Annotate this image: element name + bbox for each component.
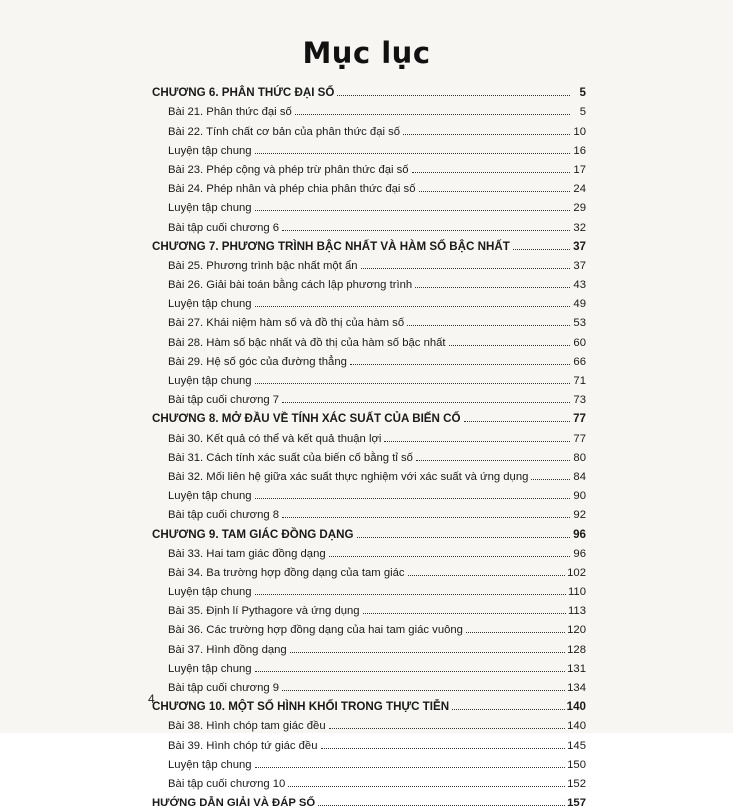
- toc-entry-label: Bài 25. Phương trình bậc nhất một ẩn: [168, 259, 358, 272]
- toc-lesson-row: [152, 214, 586, 233]
- toc-lesson-row: [152, 617, 586, 636]
- toc-entry-page: 110: [567, 586, 586, 599]
- toc-entry-label: Luyện tập chung: [168, 586, 252, 599]
- toc-lesson-row: [152, 157, 586, 176]
- dot-leader: [282, 516, 570, 518]
- toc-entry-page: 5: [579, 106, 586, 119]
- dot-leader: [282, 401, 570, 403]
- toc-lesson-row: [152, 291, 586, 310]
- toc-entry-label: Bài 23. Phép cộng và phép trừ phân thức đại số: [168, 163, 409, 176]
- toc-entry-label: CHƯƠNG 8. MỞ ĐẦU VỀ TÍNH XÁC SUẤT CỦA BIẾN CỐ: [152, 412, 461, 426]
- toc-entry-label: Bài 22. Tính chất cơ bản của phân thức đại số: [168, 125, 401, 138]
- dot-leader: [288, 785, 565, 787]
- toc-entry-page: 60: [573, 336, 586, 349]
- dot-leader: [255, 382, 570, 384]
- dot-leader: [412, 171, 570, 173]
- toc-entry-label: Bài 26. Giải bài toán bằng cách lập phương trình: [168, 279, 413, 292]
- toc-entry-label: Bài tập cuối chương 6: [168, 221, 280, 234]
- dot-leader: [415, 286, 570, 288]
- page-title: Mục lục: [302, 36, 431, 70]
- toc-entry-label: Luyện tập chung: [168, 298, 252, 311]
- toc-entry-label: Bài tập cuối chương 8: [168, 509, 280, 522]
- toc-entry-label: Bài 27. Khái niệm hàm số và đồ thị của hàm số: [168, 317, 405, 330]
- toc-entry-label: Luyện tập chung: [168, 375, 252, 387]
- toc-entry-page: 152: [567, 777, 586, 790]
- dot-leader: [255, 766, 566, 768]
- toc-final-row: [152, 790, 586, 809]
- toc-lesson-row: [152, 99, 586, 118]
- dot-leader: [384, 440, 570, 442]
- dot-leader: [321, 747, 566, 749]
- toc-lesson-row: [152, 771, 586, 790]
- dot-leader: [531, 478, 570, 480]
- toc-entry-page: 113: [567, 605, 586, 618]
- dot-leader: [452, 708, 565, 710]
- toc-entry-label: Bài tập cuối chương 10: [168, 777, 286, 790]
- toc-entry-page: 145: [567, 739, 586, 752]
- toc-entry-label: Bài 28. Hàm số bậc nhất và đồ thị của hàm số bậc nhất: [168, 336, 446, 349]
- dot-leader: [464, 420, 570, 422]
- dot-leader: [255, 209, 570, 211]
- toc-entry-page: 66: [573, 355, 586, 368]
- toc-entry-label: Luyện tập chung: [168, 144, 252, 157]
- toc-lesson-row: [152, 675, 586, 694]
- dot-leader: [329, 727, 566, 729]
- toc-entry-label: Luyện tập chung: [168, 202, 252, 215]
- toc-entry-page: 134: [567, 682, 586, 694]
- toc-entry-page: 84: [573, 470, 586, 483]
- toc-entry-label: Bài 33. Hai tam giác đồng dạng: [168, 547, 326, 560]
- dot-leader: [255, 497, 570, 499]
- toc-entry-page: 96: [573, 547, 586, 560]
- toc-lesson-row: [152, 138, 586, 157]
- dot-leader: [513, 248, 570, 250]
- dot-leader: [361, 267, 570, 269]
- toc-entry-label: Bài 24. Phép nhân và phép chia phân thức đại số: [168, 183, 416, 196]
- toc-entry-label: CHƯƠNG 10. MỘT SỐ HÌNH KHỐI TRONG THỰC TIỄN: [152, 700, 450, 714]
- dot-leader: [357, 536, 570, 538]
- toc-entry-page: 10: [573, 125, 586, 138]
- toc-lesson-row: [152, 713, 586, 732]
- dot-leader: [350, 363, 570, 365]
- toc-entry-label: Luyện tập chung: [168, 758, 252, 771]
- table-of-contents: [152, 80, 586, 809]
- toc-entry-page: 80: [573, 451, 586, 464]
- toc-entry-label: Luyện tập chung: [168, 662, 252, 675]
- toc-entry-page: 77: [573, 412, 586, 426]
- toc-lesson-row: [152, 253, 586, 272]
- toc-entry-page: 150: [567, 758, 586, 771]
- dot-leader: [419, 190, 571, 192]
- toc-entry-label: HƯỚNG DẪN GIẢI VÀ ĐÁP SỐ: [152, 797, 316, 809]
- dot-leader: [403, 133, 570, 135]
- toc-entry-page: 43: [573, 279, 586, 292]
- dot-leader: [255, 152, 570, 154]
- dot-leader: [449, 344, 570, 346]
- toc-entry-page: 157: [567, 797, 586, 809]
- toc-chapter-row: [152, 406, 586, 425]
- dot-leader: [282, 229, 570, 231]
- toc-entry-page: 53: [573, 317, 586, 330]
- toc-entry-label: Bài tập cuối chương 7: [168, 394, 280, 407]
- dot-leader: [363, 612, 566, 614]
- toc-entry-page: 37: [573, 239, 586, 253]
- toc-lesson-row: [152, 598, 586, 617]
- toc-entry-page: 140: [567, 720, 586, 733]
- toc-lesson-row: [152, 272, 586, 291]
- toc-entry-label: Bài 32. Mối liên hệ giữa xác suất thực nghiệm với xác suất và ứng dụng: [168, 470, 529, 483]
- dot-leader: [407, 324, 570, 326]
- toc-entry-label: Luyện tập chung: [168, 490, 252, 503]
- dot-leader: [329, 555, 570, 557]
- toc-entry-page: 17: [573, 163, 586, 176]
- toc-lesson-row: [152, 387, 586, 406]
- dot-leader: [282, 689, 565, 691]
- toc-entry-page: 16: [573, 144, 586, 157]
- toc-entry-label: Bài 21. Phân thức đại số: [168, 106, 292, 119]
- toc-lesson-row: [152, 195, 586, 214]
- toc-entry-page: 140: [566, 700, 586, 714]
- toc-entry-label: Bài 34. Ba trường hợp đồng dạng của tam giác: [168, 566, 405, 579]
- toc-lesson-row: [152, 118, 586, 137]
- toc-lesson-row: [152, 310, 586, 329]
- toc-lesson-row: [152, 368, 586, 387]
- toc-chapter-row: [152, 521, 586, 540]
- toc-entry-page: 29: [573, 202, 586, 215]
- toc-entry-label: Bài 39. Hình chóp tứ giác đều: [168, 739, 318, 752]
- toc-entry-label: Bài 36. Các trường hợp đồng dạng của hai tam giác vuông: [168, 624, 463, 637]
- toc-entry-label: Bài 37. Hình đồng dạng: [168, 643, 287, 656]
- toc-lesson-row: [152, 636, 586, 655]
- toc-entry-label: Bài tập cuối chương 9: [168, 682, 280, 694]
- toc-chapter-row: [152, 80, 586, 99]
- page-number: 4: [148, 692, 155, 706]
- toc-lesson-row: [152, 541, 586, 560]
- toc-entry-label: Bài 29. Hệ số góc của đường thẳng: [168, 355, 347, 368]
- toc-entry-label: CHƯƠNG 6. PHÂN THỨC ĐẠI SỐ: [152, 86, 335, 100]
- toc-entry-page: 49: [573, 298, 586, 311]
- toc-lesson-row: [152, 579, 586, 598]
- dot-leader: [295, 113, 570, 115]
- dot-leader: [416, 459, 570, 461]
- toc-entry-page: 5: [579, 86, 586, 100]
- toc-chapter-row: [152, 694, 586, 713]
- toc-entry-page: 102: [567, 566, 586, 579]
- toc-lesson-row: [152, 483, 586, 502]
- toc-entry-label: CHƯƠNG 7. PHƯƠNG TRÌNH BẬC NHẤT VÀ HÀM SỐ BẬC NHẤT: [152, 239, 510, 253]
- toc-lesson-row: [152, 176, 586, 195]
- toc-entry-page: 131: [567, 662, 586, 675]
- toc-lesson-row: [152, 329, 586, 348]
- toc-entry-label: Bài 31. Cách tính xác suất của biến cố bằng tỉ số: [168, 451, 413, 464]
- toc-entry-page: 128: [567, 643, 586, 656]
- toc-entry-page: 73: [573, 394, 586, 407]
- toc-lesson-row: [152, 752, 586, 771]
- toc-lesson-row: [152, 502, 586, 521]
- toc-entry-page: 24: [573, 183, 586, 196]
- toc-entry-page: 120: [567, 624, 586, 637]
- toc-entry-label: Bài 38. Hình chóp tam giác đều: [168, 720, 326, 733]
- toc-lesson-row: [152, 656, 586, 675]
- toc-lesson-row: [152, 732, 586, 751]
- toc-chapter-row: [152, 234, 586, 253]
- toc-entry-page: 71: [573, 375, 586, 387]
- toc-entry-page: 96: [573, 527, 586, 541]
- toc-entry-page: 32: [573, 221, 586, 234]
- toc-entry-label: Bài 30. Kết quả có thể và kết quả thuận lợi: [168, 432, 382, 445]
- toc-lesson-row: [152, 560, 586, 579]
- toc-lesson-row: [152, 445, 586, 464]
- dot-leader: [290, 651, 565, 653]
- dot-leader: [408, 574, 566, 576]
- toc-entry-page: 92: [573, 509, 586, 522]
- dot-leader: [255, 670, 566, 672]
- dot-leader: [255, 305, 570, 307]
- toc-entry-page: 37: [573, 259, 586, 272]
- toc-lesson-row: [152, 464, 586, 483]
- toc-lesson-row: [152, 425, 586, 444]
- dot-leader: [255, 593, 566, 595]
- toc-entry-page: 90: [573, 490, 586, 503]
- dot-leader: [337, 94, 570, 96]
- toc-entry-label: CHƯƠNG 9. TAM GIÁC ĐỒNG DẠNG: [152, 527, 354, 541]
- dot-leader: [466, 631, 565, 633]
- toc-entry-label: Bài 35. Định lí Pythagore và ứng dụng: [168, 605, 360, 618]
- dot-leader: [318, 804, 565, 806]
- toc-lesson-row: [152, 349, 586, 368]
- toc-entry-page: 77: [573, 432, 586, 445]
